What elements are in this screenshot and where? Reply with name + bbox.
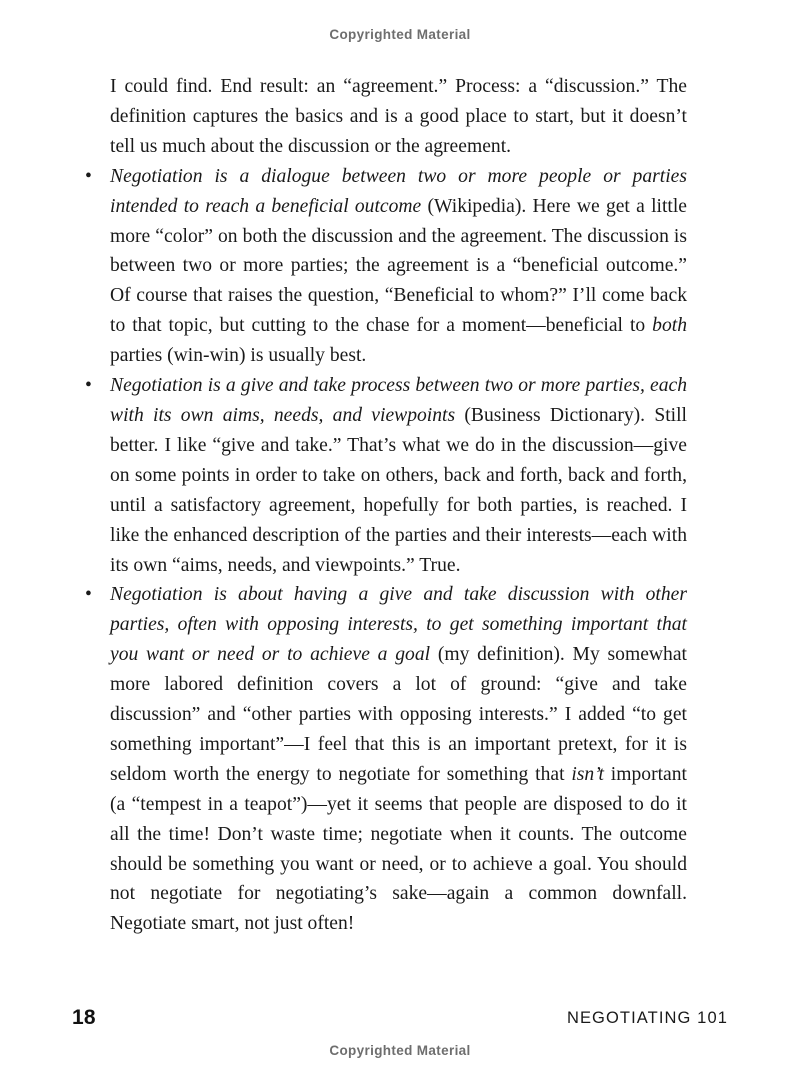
page-footer [72,1006,728,1036]
page-number: 18 [72,1006,96,1029]
bullet-marker: • [85,584,92,606]
watermark-bottom: Copyrighted Material [329,1043,471,1058]
emphasis-text: both [652,315,687,337]
commentary-text: (Business Dictionary). Still better. I like “give and take.” That’s what we do in the discussion—give on some points in order to take on others, back and forth, back and forth, until a satisfactory agreement, hopefully for both parties, is reached. I like the enhanced description of the parties and their interests—each with its own “aims, needs, and viewpoints.” True. [110,404,687,576]
bullet-body [110,162,687,371]
list-item [85,371,687,580]
list-item [85,580,687,939]
emphasis-text: isn’t [571,763,604,785]
commentary-text-tail: parties (win-win) is usually best. [110,345,367,367]
page-content [85,72,687,939]
bullet-marker: • [85,375,92,397]
bullet-body [110,580,687,939]
running-head: NEGOTIATING 101 [566,1009,728,1027]
definition-bullet-list [85,162,687,940]
definition-text: Negotiation is a dialogue between two or more people or parties intended to reach a beneficial outcome [110,165,687,217]
commentary-text: (Wikipedia). Here we get a little more “color” on both the discussion and the agreement. The discussion is between two or more parties; the agreement is a “beneficial outcome.” Of course that raises the question, “Beneficial to whom?” I’ll come back to that topic, but cutting to the chase for a moment—beneficial to [110,195,687,337]
definition-text: Negotiation is a give and take process between two or more parties, each with its own aims, needs, and viewpoints [110,375,687,426]
opening-paragraph: I could find. End result: an “agreement.” Process: a “discussion.” The definition captures the basics and is a good place to start, but it doesn’t tell us much about the discussion or the agreement. [110,76,687,157]
definition-text: Negotiation is about having a give and take discussion with other parties, often with opposing interests, to get something important that you want or need or to achieve a goal [110,584,687,666]
commentary-text: (my definition). My somewhat more labored definition covers a lot of ground: “give and take discussion” and “other parties with opposing interests.” I added “to get something important”—I feel that this is an important pretext, for it is seldom worth the energy to negotiate for something that [110,644,687,785]
list-item [85,162,687,371]
bullet-body [110,371,687,580]
watermark-top: Copyrighted Material [329,27,471,42]
bullet-marker: • [85,165,92,187]
commentary-text-tail: important (a “tempest in a teapot”)—yet it seems that people are disposed to do it all the time! Don’t waste time; negotiate when it counts. The outcome should be something you want or need, or to achieve a goal. You should not negotiate for negotiating’s sake—again a common downfall. Negotiate smart, not just often! [110,763,687,935]
